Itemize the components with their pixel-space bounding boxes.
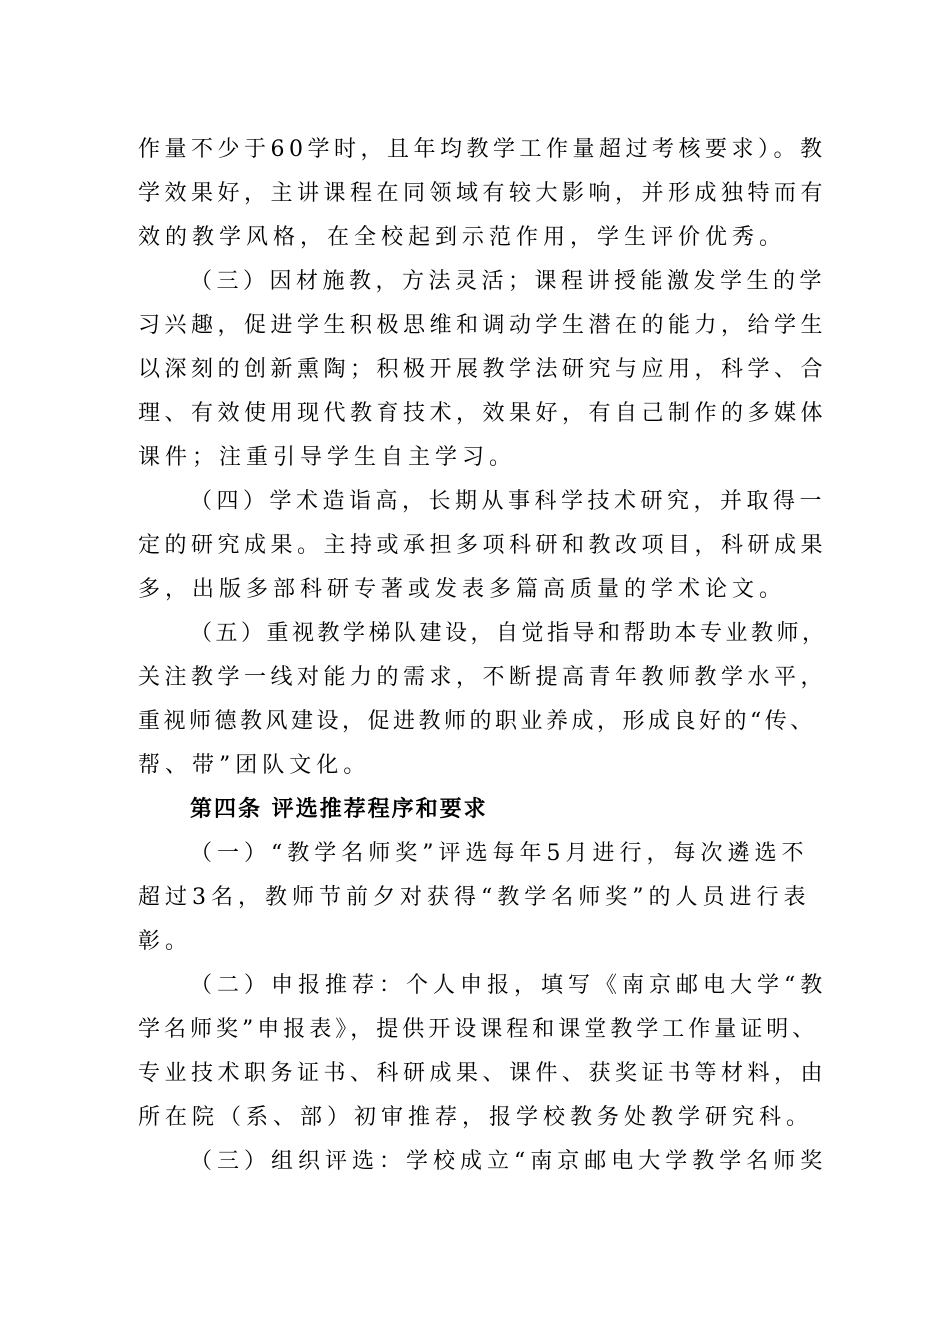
- text-line: 课件；注重引导学生自主学习。: [138, 445, 517, 470]
- text-line: 多，出版多部科研专著或发表多篇高质量的学术论文。: [138, 577, 787, 602]
- text-line: 习兴趣，促进学生积极思维和调动学生潜在的能力，给学生: [138, 313, 828, 338]
- text-line: 定的研究成果。主持或承担多项科研和教改项目，科研成果: [138, 533, 828, 558]
- text-line: 超过3名，教师节前夕对获得“教学名师奖”的人员进行表: [138, 885, 811, 910]
- text-line: 作量不少于60学时，且年均教学工作量超过考核要求）。教: [138, 137, 827, 162]
- paragraph-start-line: （五）重视教学梯队建设，自觉指导和帮助本专业教师，: [190, 621, 828, 646]
- paragraph-start-line: （三）因材施教，方法灵活；课程讲授能激发学生的学: [190, 269, 827, 294]
- paragraph-start-line: （一）“教学名师奖”评选每年5月进行，每次遴选不: [190, 841, 809, 866]
- text-line: 所在院（系、部）初审推荐，报学校教务处教学研究科。: [138, 1105, 814, 1130]
- text-line: 彰。: [138, 929, 193, 954]
- text-line: 学名师奖”申报表》，提供开设课程和课堂教学工作量证明、: [138, 1017, 819, 1042]
- text-line: 以深刻的创新熏陶；积极开展教学法研究与应用，科学、合: [138, 357, 828, 382]
- text-line: 学效果好，主讲课程在同领域有较大影响，并形成独特而有: [138, 181, 828, 206]
- text-line: 效的教学风格，在全校起到示范作用，学生评价优秀。: [138, 225, 787, 250]
- text-line: 理、有效使用现代教育技术，效果好，有自己制作的多媒体: [138, 401, 828, 426]
- document-page: [138, 128, 828, 1184]
- paragraph-start-line: （二）申报推荐：个人申报，填写《南京邮电大学“教: [190, 973, 828, 998]
- text-line: 关注教学一线对能力的需求，不断提高青年教师教学水平，: [138, 665, 828, 690]
- paragraph-start-line: （三）组织评选：学校成立“南京邮电大学教学名师奖: [190, 1149, 828, 1174]
- section-heading: 第四条 评选推荐程序和要求: [190, 797, 488, 822]
- text-line: 帮、带”团队文化。: [138, 753, 371, 778]
- paragraph-start-line: （四）学术造诣高，长期从事科学技术研究，并取得一: [190, 489, 827, 514]
- text-line: 专业技术职务证书、科研成果、课件、获奖证书等材料，由: [138, 1061, 828, 1086]
- text-line: 重视师德教风建设，促进教师的职业养成，形成良好的“传、: [138, 709, 816, 734]
